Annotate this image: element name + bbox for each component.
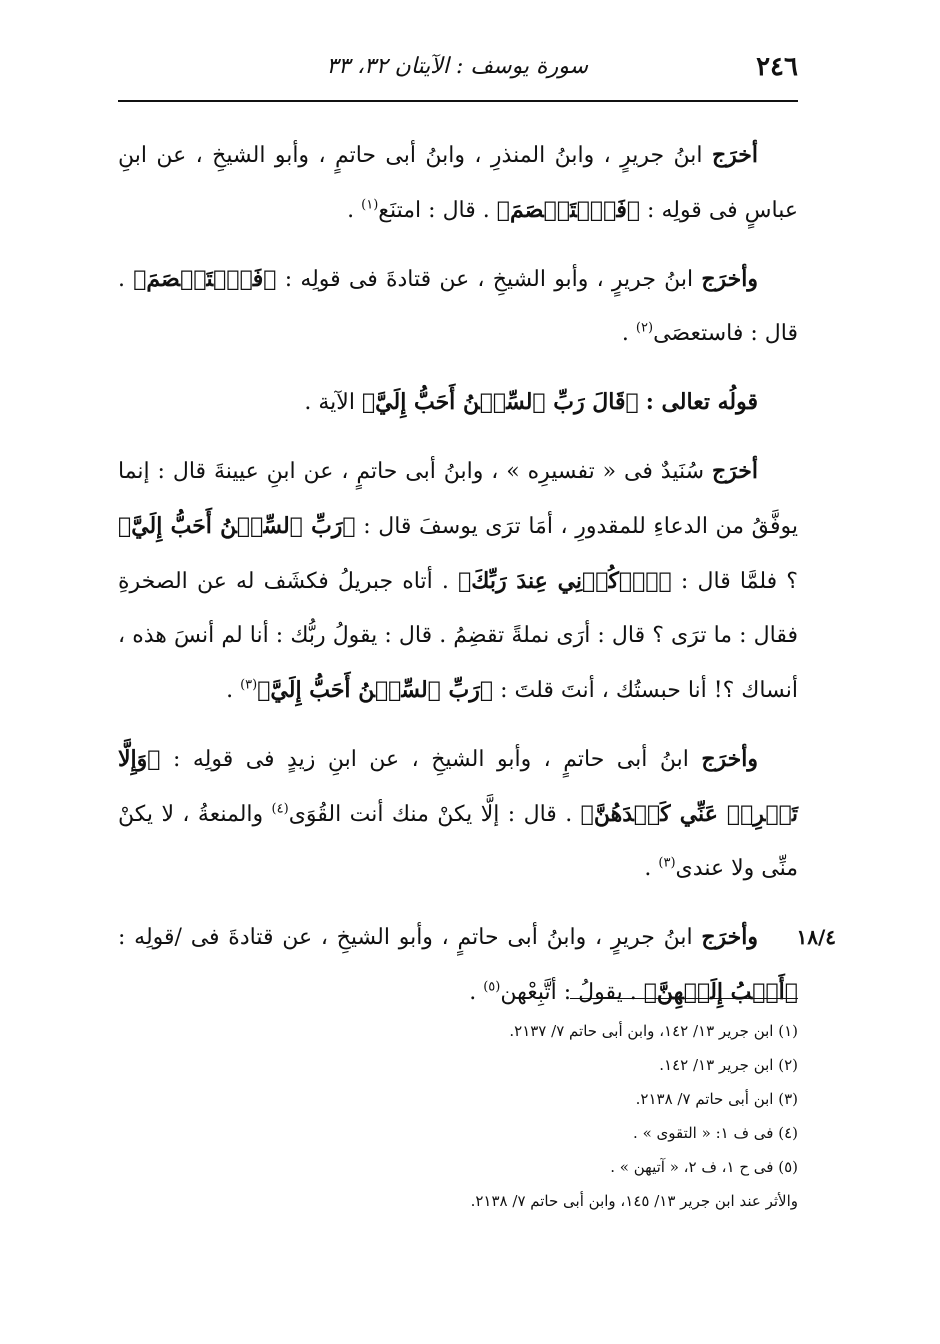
paragraph-3 [118,375,798,430]
quran-quote: ﴿رَبِّ ٱلسِّجۡنُ أَحَبُّ إِلَيَّ﴾ [118,513,356,539]
lead-word: وأخرَج [701,266,758,292]
footnotes [300,1014,798,1218]
paragraph-end: . [226,678,241,703]
paragraph-text: ابنُ جريرٍ ، وابنُ المنذرِ ، وابنُ أبى حاتمٍ ، وأبو الشيخِ ، عن ابنِ عباسٍ فى قولِه : [118,143,798,223]
paragraph-text: الآية . [304,390,362,415]
paragraph-end: . [621,321,636,346]
paragraph-end: . [644,856,659,881]
paragraph-text [639,390,646,415]
paragraph-1 [118,128,798,238]
paragraph-5 [118,732,798,896]
footnote-marker: (٢) [635,320,654,336]
footnote-marker: (٥) [483,979,501,995]
footnote-1: (١) ابن جرير ١٣/ ١٤٢، وابن أبى حاتم ٧/ ٢١٣٧. [509,1022,798,1040]
paragraph-text: ابنُ أبى حاتمٍ ، وأبو الشيخِ ، عن ابنِ زيدٍ فى قولِه : [160,747,702,772]
footnote-marker: (٣) [240,677,258,693]
footnote-4: (٤) فى ف ١: « التقوى » . [633,1124,798,1142]
lead-word: وأخرَج [701,924,758,950]
paragraph-4 [118,444,798,718]
footnote-marker: (٣) [658,855,676,871]
header-rule [118,100,798,102]
quran-quote: ﴿وَإِلَّا تَصۡرِفۡ عَنِّي كَيۡدَهُنَّ﴾ [118,746,798,827]
section-heading: قولُه تعالى : [645,389,758,415]
paragraph-text: والمنعةُ ، لا يكنْ منِّى ولا عندى [118,802,798,881]
paragraph-6 [118,910,836,1020]
paragraph-text: سُنَيدٌ فى « تفسيرِه » ، وابنُ أبى حاتمٍ ، عن ابنِ عيينةَ قال : إنما يوفَّقُ من الدعاءِ للمقدورِ ، أمَا ترَى يوسفَ قال : [118,459,798,539]
footnote-rule [570,998,798,999]
footnote-5-continued: والأثر عند ابن جرير ١٣/ ١٤٥، وابن أبى حاتم ٧/ ٢١٣٨. [470,1192,798,1210]
footnote-5: (٥) فى ح ١، ف ٢، « آتيهن » . [610,1158,798,1176]
paragraph-2 [118,252,798,361]
footnote-marker: (٤) [271,801,289,817]
running-title: سورة يوسف : الآيتان ٣٢، ٣٣ [326,54,588,79]
paragraph-text: . قال : امتنَع [378,198,497,223]
main-text [118,128,836,1034]
paragraph-text: . أتاه جبريلُ فكشَف له عن الصخرةِ فقال : ما ترَى ؟ قال : أرَى نملةً تقضِمُ . قال : يقولُ ربُّك : أنا لم أنسَ هذه ، أنساك ؟! أنا حبستُك ، أنتَ قلتَ : [118,569,798,703]
footnote-2: (٢) ابن جرير ١٣/ ١٤٢. [659,1056,798,1074]
paragraph-text: . قال : إلَّا يكنْ منك أنت القُوَى [288,802,581,827]
paragraph-text: . قال : فاستعصَى [118,267,798,346]
margin-volume-page-note: ١٨/٤ [796,925,836,949]
paragraph-end: . [469,980,484,1005]
paragraph-text: ابنُ جريرٍ ، وأبو الشيخِ ، عن قتادةَ فى قولِه : [276,267,702,292]
paragraph-text: ابنُ جريرٍ ، وابنُ أبى حاتمٍ ، وأبو الشيخِ ، عن قتادةَ فى /قولِه : [118,925,702,950]
quran-quote: ﴿قَالَ رَبِّ ٱلسِّجۡنُ أَحَبُّ إِلَيَّ﴾ [361,389,639,415]
lead-word: وأخرَج [701,746,758,772]
page-number: ٢٤٦ [756,52,798,82]
paragraph-end: . [347,198,362,223]
footnote-3: (٣) ابن أبى حاتم ٧/ ٢١٣٨. [635,1090,798,1108]
page-header [118,52,798,100]
quran-quote: ﴿ٱذۡكُرۡنِي عِندَ رَبِّكَ﴾ [458,568,672,594]
footnote-marker: (١) [361,197,379,213]
quran-quote: ﴿فَٱسۡتَعۡصَمَ﴾ [133,266,277,292]
lead-word: أخرَج [711,458,758,484]
quran-quote: ﴿فَٱسۡتَعۡصَمَ﴾ [496,197,641,223]
paragraph-text: ؟ فلمَّا قال : [671,569,798,594]
quran-quote: ﴿أَصۡبُ إِلَيۡهِنَّ﴾ [643,979,798,1005]
quran-quote: ﴿رَبِّ ٱلسِّجۡنُ أَحَبُّ إِلَيَّ﴾ [257,677,494,703]
lead-word: أخرَج [711,142,758,168]
paragraph-text: . يقولُ : أتَّبِعْهن [500,980,644,1005]
